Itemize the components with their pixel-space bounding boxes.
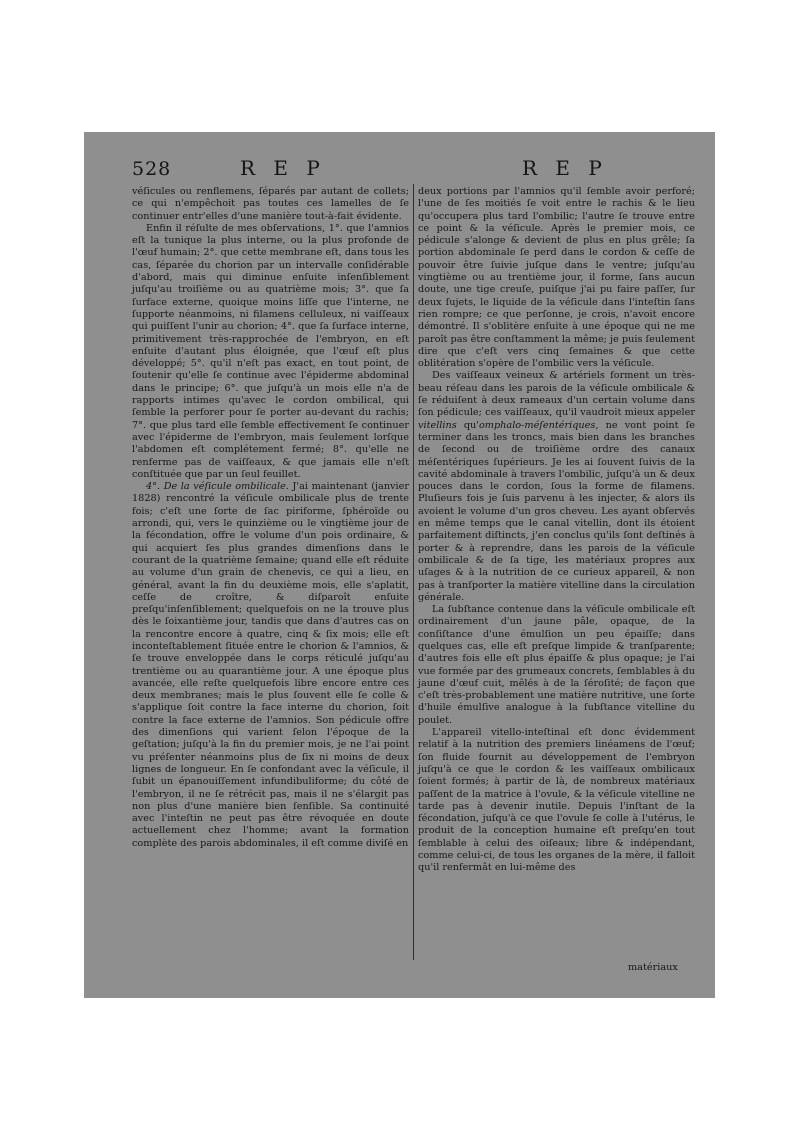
italic-term: omphalo-méſentériques: [478, 419, 596, 431]
paragraph: [418, 370, 695, 604]
paragraph-text: , ne vont point ſe terminer dans les troncs, mais bien dans les branches de ſecond ou de troiſième ordre des canaux méſentériques ſupérieurs. Je les ai ſouvent ſuivis de la cavité abdominale à travers l'ombilic, juſqu'à un & deux pouces dans le cordon, ſous la forme de filamens. Pluſieurs fois je ſuis parvenu à les injecter, & alors ils avoient le volume d'un gros cheveu. Les ayant obſervés en même temps que le canal vitellin, dont ils étoient parfaitement diſtincts, j'en conclus qu'ils ſont deſtinés à porter & à reprendre, dans les parois de la véſicule ombilicale & de ſa tige, les matériaux propres aux uſages & à la nutrition de ce curieux appareil, & non pas à tranſporter la matière vitelline dans la circulation générale.: [418, 419, 696, 603]
paragraph: véſicules ou renflemens, ſéparés par autant de collets; ce qui n'empêchoit pas toutes ces lamelles de ſe continuer entr'elles d'une manière tout-à-fait évidente.: [132, 186, 409, 222]
paragraph-text: Des vaiſſeaux veineux & artériels forment un très-beau réſeau dans les parois de la véſicule ombilicale & ſe réduiſent à deux rameaux d'un certain volume dans ſon pédicule; ces vaiſſeaux, qu'il vaudroit mieux appeler: [418, 370, 695, 419]
paragraph: La ſubſtance contenue dans la véſicule ombilicale eſt ordinairement d'un jaune pâle, opaque, de la conſiſtance d'une émulſion un peu épaiſſe; dans quelques cas, elle eſt preſque limpide & tranſparente; d'autres fois elle eſt plus épaiſſe & plus opaque; je l'ai vue formée par des grumeaux concrets, ſemblables à du jaune d'œuf cuit, mêlés à de la ſéroſité; de façon que c'eſt très-probablement une matière nutritive, une ſorte d'huile émulſive analogue à la ſubſtance vitelline du poulet.: [418, 604, 695, 726]
catchword: matériaux: [628, 962, 678, 973]
paragraph: [132, 481, 409, 850]
page-header: [132, 158, 697, 184]
left-column: [132, 186, 409, 850]
running-head-left: R E P: [240, 156, 326, 180]
column-divider: [413, 184, 414, 960]
paragraph-text: J'ai maintenant (janvier 1828) rencontré la véſicule ombilicale plus de trente fois; c'eſt une ſorte de ſac piriforme, ſphéroïde ou arrondi, qui, vers le quinzième ou le vingtième jour de la fécondation, offre le volume d'un pois ordinaire, & qui acquiert ſes plus grandes dimenſions dans le courant de la quatrième ſemaine; quand elle eſt réduite au volume d'un grain de chenevis, ce qui a lieu, en général, avant la fin du deuxième mois, elle s'aplatit, ceſſe de croître, & diſparoît enſuite preſqu'inſenſiblement; quelquefois on ne la trouve plus dès le ſoixantième jour, tandis que dans d'autres cas on la rencontre encore à quatre, cinq & ſix mois; elle eſt inconteſtablement ſituée entre le chorion & l'amnios, & ſe trouve enveloppée dans le corps réticulé juſqu'au trentième ou au quarantième jour. A une époque plus avancée, elle reſte quelquefois libre encore entre ces deux membranes; mais le plus ſouvent elle ſe colle & s'applique ſoit contre la face interne du chorion, ſoit contre la face externe de l'amnios. Son pédicule offre des dimenſions qui varient ſelon l'époque de la geſtation; juſqu'à la fin du premier mois, je ne l'ai point vu préſenter néanmoins plus de ſix ni moins de deux lignes de longueur. En ſe confondant avec la véſicule, il ſubit un épanouiſſement infundibuliforme; du côté de l'embryon, il ne ſe rétrécit pas, mais il ne s'élargit pas non plus d'une manière bien ſenſible. Sa continuité avec l'inteſtin ne peut pas être révoquée en doute actuellement chez l'homme; avant la formation complète des parois abdominales, il eſt comme diviſé en: [132, 481, 409, 849]
italic-term: vitellins: [418, 419, 457, 431]
paragraph-text: qu': [456, 419, 479, 431]
section-heading: 4°. De la véſicule ombilicale.: [146, 481, 289, 493]
running-head-right: R E P: [522, 156, 608, 180]
right-column: [418, 186, 695, 875]
paragraph: Enfin il réſulte de mes obſervations, 1°. que l'amnios eſt la tunique la plus interne, ou la plus profonde de l'œuf humain; 2°. que cette membrane eſt, dans tous les cas, ſéparée du chorion par un intervalle conſidérable d'abord, mais qui diminue enſuite inſenſiblement juſqu'au troiſième ou au quatrième mois; 3°. que ſa ſurface externe, quoique moins liſſe que l'interne, ne ſupporte néanmoins, ni filamens celluleux, ni vaiſſeaux qui puiſſent l'unir au chorion; 4°. que ſa ſurface interne, primitivement très-rapprochée de l'embryon, en eſt enſuite d'autant plus éloignée, que l'œuf eſt plus développé; 5°. qu'il n'eſt pas exact, en tout point, de ſoutenir qu'elle ſe continue avec l'épiderme abdominal dans le principe; 6°. que juſqu'à un mois elle n'a de rapports intimes qu'avec le cordon ombilical, qui ſemble la perforer pour ſe porter au-devant du rachis; 7°. que plus tard elle ſemble effectivement ſe continuer avec l'épiderme de l'embryon, mais ſeulement lorſque l'abdomen eſt complétement fermé; 8°. qu'elle ne renferme pas de vaiſſeaux, & que jamais elle n'eſt conſtituée que par un ſeul feuillet.: [132, 222, 409, 480]
paragraph: deux portions par l'amnios qu'il ſemble avoir perforé; l'une de ſes moitiés ſe voit entre le rachis & le lieu qu'occupera plus tard l'ombilic; l'autre ſe trouve entre ce point & la véſicule. Après le premier mois, ce pédicule s'alonge & devient de plus en plus grêle; ſa portion abdominale ſe perd dans le cordon & ceſſe de pouvoir être ſuivie juſque dans le ventre; juſqu'au vingtième ou au trentième jour, il forme, ſans aucun doute, une tige creuſe, puiſque j'ai pu faire paſſer, ſur deux ſujets, le liquide de la véſicule dans l'inteſtin ſans rien rompre; ce que perſonne, je crois, n'avoit encore démontré. Il s'oblitère enſuite à une époque qui ne me paroît pas être conſtamment la même; je puis ſeulement dire que c'eſt vers cinq ſemaines & que cette oblitération s'opère de l'ombilic vers la véſicule.: [418, 186, 695, 370]
paragraph: L'appareil vitello-inteſtinal eſt donc évidemment relatif à la nutrition des premiers linéamens de l'œuf; ſon fluide fournit au développement de l'embryon juſqu'à ce que le cordon & les vaiſſeaux ombilicaux ſoient formés; à partir de là, de nombreux matériaux paſſent de la matrice à l'ovule, & la véſicule vitelline ne tarde pas à devenir inutile. Depuis l'inſtant de la fécondation, juſqu'à ce que l'ovule ſe colle à l'utérus, le produit de la conception humaine eſt preſqu'en tout ſemblable à celui des oiſeaux; libre & indépendant, comme celui-ci, de tous les organes de la mère, il falloit qu'il renfermât en lui-même des: [418, 727, 695, 874]
page-number: 528: [132, 158, 172, 180]
